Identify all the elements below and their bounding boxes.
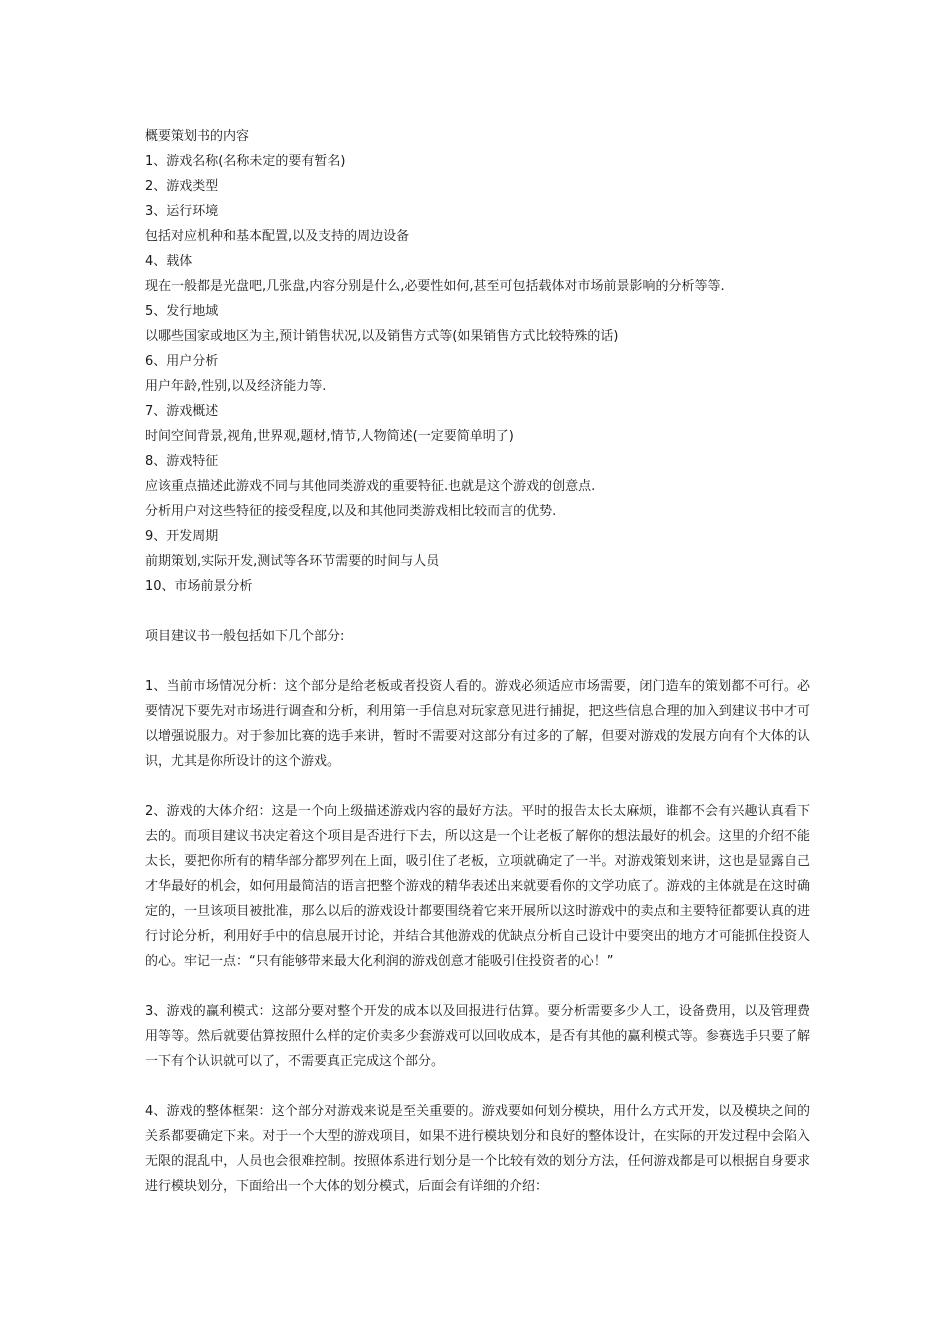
outline-line: 10、市场前景分析: [145, 579, 253, 594]
outline-line: 用户年龄,性别,以及经济能力等.: [145, 379, 327, 394]
paragraph-gap: [145, 1074, 810, 1099]
outline-line: 时间空间背景,视角,世界观,题材,情节,人物简述(一定要简单明了): [145, 429, 514, 444]
outline-line: 前期策划,实际开发,测试等各环节需要的时间与人员: [145, 554, 440, 569]
outline-line: 分析用户对这些特征的接受程度,以及和其他同类游戏相比较而言的优势.: [145, 504, 557, 519]
proposal-section: [145, 624, 810, 1199]
outline-line: 5、发行地域: [145, 304, 219, 319]
proposal-paragraph-profit: 3、游戏的赢利模式：这部分要对整个开发的成本以及回报进行估算。要分析需要多少人工，设备费用，以及管理费用等等。然后就要估算按照什么样的定价卖多少套游戏可以回收成本，是否有其他的赢利模式等。参赛选手只要了解一下有个认识就可以了，不需要真正完成这个部分。: [145, 1004, 810, 1069]
outline-line: 9、开发周期: [145, 529, 219, 544]
outline-section: [145, 124, 810, 599]
outline-line: 1、游戏名称(名称未定的要有暂名): [145, 154, 346, 169]
proposal-intro: 项目建议书一般包括如下几个部分:: [145, 629, 345, 644]
proposal-paragraph-framework: 4、游戏的整体框架：这个部分对游戏来说是至关重要的。游戏要如何划分模块，用什么方式开发，以及模块之间的关系都要确定下来。对于一个大型的游戏项目，如果不进行模块划分和良好的整体设计，在实际的开发过程中会陷入无限的混乱中，人员也会很难控制。按照体系进行划分是一个比较有效的划分方法，任何游戏都是可以根据自身要求进行模块划分，下面给出一个大体的划分模式，后面会有详细的介绍：: [145, 1104, 810, 1194]
outline-line: 4、载体: [145, 254, 193, 269]
proposal-paragraph-market: 1、当前市场情况分析：这个部分是给老板或者投资人看的。游戏必须适应市场需要，闭门造车的策划都不可行。必要情况下要先对市场进行调查和分析，利用第一手信息对玩家意见进行捕捉，把这些信息合理的加入到建议书中才可以增强说服力。对于参加比赛的选手来讲，暂时不需要对这部分有过多的了解，但要对游戏的发展方向有个大体的认识，尤其是你所设计的这个游戏。: [145, 679, 810, 769]
paragraph-gap: [145, 774, 810, 799]
outline-line: 6、用户分析: [145, 354, 219, 369]
outline-line: 包括对应机种和基本配置,以及支持的周边设备: [145, 229, 410, 244]
outline-line: 8、游戏特征: [145, 454, 219, 469]
outline-line: 现在一般都是光盘吧,几张盘,内容分别是什么,必要性如何,甚至可包括载体对市场前景影响的分析等等.: [145, 279, 725, 294]
paragraph-gap: [145, 974, 810, 999]
outline-line: 应该重点描述此游戏不同与其他同类游戏的重要特征.也就是这个游戏的创意点.: [145, 479, 596, 494]
outline-line: 以哪些国家或地区为主,预计销售状况,以及销售方式等(如果销售方式比较特殊的话): [145, 329, 619, 344]
outline-line: 3、运行环境: [145, 204, 219, 219]
proposal-paragraph-overview: 2、游戏的大体介绍：这是一个向上级描述游戏内容的最好方法。平时的报告太长太麻烦，谁都不会有兴趣认真看下去的。而项目建议书决定着这个项目是否进行下去，所以这是一个让老板了解你的想法最好的机会。这里的介绍不能太长，要把你所有的精华部分都罗列在上面，吸引住了老板，立项就确定了一半。对游戏策划来讲，这也是显露自己才华最好的机会，如何用最简洁的语言把整个游戏的精华表述出来就要看你的文学功底了。游戏的主体就是在这时确定的，一旦该项目被批准，那么以后的游戏设计都要围绕着它来开展所以这时游戏中的卖点和主要特征都要认真的进行讨论分析，利用好手中的信息展开讨论，并结合其他游戏的优缺点分析自己设计中要突出的地方才可能抓住投资人的心。牢记一点：“只有能够带来最大化利润的游戏创意才能吸引住投资者的心！”: [145, 804, 810, 969]
document-page: [145, 124, 810, 1199]
paragraph-gap: [145, 649, 810, 674]
outline-title: 概要策划书的内容: [145, 129, 250, 144]
outline-line: 2、游戏类型: [145, 179, 219, 194]
outline-line: 7、游戏概述: [145, 404, 219, 419]
section-spacer: [145, 599, 810, 624]
